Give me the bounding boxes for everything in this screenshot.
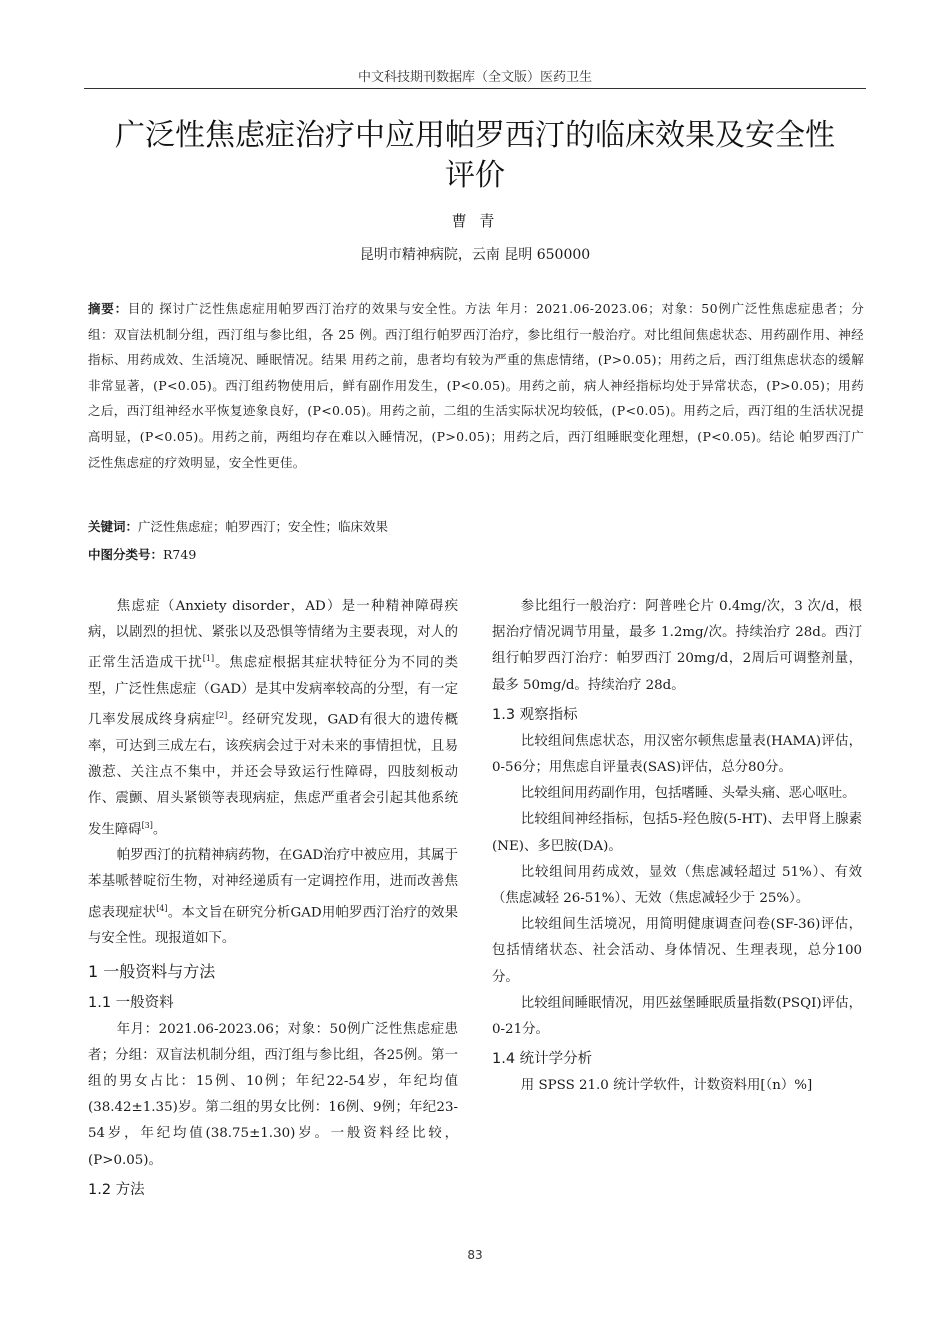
statistics-paragraph: 用 SPSS 21.0 统计学软件，计数资料用[（n）%] (520, 1078, 813, 1094)
abstract-label: 摘要： (88, 301, 128, 316)
abstract (88, 296, 864, 475)
header-rule (84, 88, 866, 89)
subsection-heading-1-3: 1.3 观察指标 (492, 706, 578, 723)
subsection-heading-1-2: 1.2 方法 (88, 1181, 145, 1198)
citation-4: [4] (156, 903, 168, 913)
indicator-side-effects: 比较组间用药副作用，包括嗜睡、头晕头痛、恶心呕吐。 (520, 786, 856, 802)
classification-text: R749 (163, 547, 197, 562)
right-column (492, 594, 862, 1099)
intro-paragraph-2: 帕罗西汀的抗精神病药物，在GAD治疗中被应用，其属于苯基哌替啶衍生物，对神经递质有一定调控作用，进而改善焦虑表现症状[4]。本文旨在研究分析GAD用帕罗西汀治疗的效果与安全性。现报道如下。 (88, 848, 458, 947)
method-paragraph: 参比组行一般治疗：阿普唑仑片 0.4mg/次，3 次/d，根据治疗情况调节用量，最多 1.2mg/次。持续治疗 28d。西汀组行帕罗西汀治疗：帕罗西汀 20mg/d，2周后可调整剂量，最多 50mg/d。持续治疗 28d。 (492, 599, 862, 693)
indicator-anxiety: 比较组间焦虑状态，用汉密尔顿焦虑量表(HAMA)评估，0-56分；用焦虑自评量表(SAS)评估，总分80分。 (492, 733, 862, 776)
general-data-paragraph: 年月：2021.06-2023.06；对象：50例广泛性焦虑症患者；分组：双盲法机制分组，西汀组与参比组，各25例。第一组的男女占比：15例、10例；年纪22-54岁，年纪均值(38.42±1.35)岁。第二组的男女比例：16例、9例；年纪23-54岁，年纪均值(38.75±1.30)岁。一般资料经比较，(P>0.05)。 (88, 1021, 458, 1168)
citation-3: [3] (141, 820, 153, 830)
citation-2: [2] (215, 711, 228, 721)
section-heading-1: 1 一般资料与方法 (88, 961, 216, 981)
indicator-life: 比较组间生活境况，用简明健康调查问卷(SF-36)评估，包括情绪状态、社会活动、身体情况、生理表现，总分100分。 (492, 917, 862, 985)
journal-header: 中文科技期刊数据库（全文版）医药卫生 (357, 70, 592, 85)
subsection-heading-1-1: 1.1 一般资料 (88, 994, 174, 1011)
subsection-heading-1-4: 1.4 统计学分析 (492, 1051, 593, 1068)
author: 曹 青 (451, 212, 499, 230)
page-number: 83 (467, 1248, 483, 1262)
keywords-label: 关键词： (88, 519, 139, 534)
title-line-2: 评价 (445, 158, 505, 193)
citation-1: [1] (202, 654, 215, 664)
keywords (88, 516, 864, 538)
left-column (88, 594, 458, 1204)
abstract-text: 目的 探讨广泛性焦虑症用帕罗西汀治疗的效果与安全性。方法 年月：2021.06-2023.06；对象：50例广泛性焦虑症患者；分组：双盲法机制分组，西汀组与参比组，各 25 例。西汀组行帕罗西汀治疗，参比组行一般治疗。对比组间焦虑状态、用药副作用、神经指标、用药成效、生活境况、睡眠情况。结果 用药之前，患者均有较为严重的焦虑情绪，(P>0.05)；用药之后，西汀组焦虑状态的缓解非常显著，(P<0.05)。西汀组药物使用后，鲜有副作用发生，(P<0.05)。用药之前，病人神经指标均处于异常状态，(P>0.05)；用药之后，西汀组神经水平恢复迹象良好，(P<0.05)。用药之前，二组的生活实际状况均较低，(P<0.05)。用药之后，西汀组的生活状况提高明显，(P<0.05)。用药之前，两组均存在难以入睡情况，(P>0.05)；用药之后，西汀组睡眠变化理想，(P<0.05)。结论 帕罗西汀广泛性焦虑症的疗效明显，安全性更佳。 (88, 301, 864, 470)
indicator-efficacy: 比较组间用药成效，显效（焦虑减轻超过 51%）、有效（焦虑减轻 26-51%）、无效（焦虑减轻少于 25%）。 (492, 864, 862, 907)
keywords-text: 广泛性焦虑症；帕罗西汀；安全性；临床效果 (138, 519, 389, 534)
intro-paragraph-1: 焦虑症（Anxiety disorder，AD）是一种精神障碍疾病，以剧烈的担忧、紧张以及恐惧等情绪为主要表现，对人的正常生活造成干扰[1]。焦虑症根据其症状特征分为不同的类型，广泛性焦虑症（GAD）是其中发病率较高的分型，有一定几率发展成终身病症[2]。经研究发现，GAD有很大的遗传概率，可达到三成左右，该疾病会过于对未来的事情担忧，且易激惹、关注点不集中，并还会导致运行性障碍，四肢刻板动作、震颤、眉头紧锁等表现病症，焦虑严重者会引起其他系统发生障碍[3]。 (88, 599, 459, 838)
indicator-neuro: 比较组间神经指标，包括5-羟色胺(5-HT)、去甲肾上腺素(NE)、多巴胺(DA)。 (492, 812, 862, 854)
indicator-sleep: 比较组间睡眠情况，用匹兹堡睡眠质量指数(PSQI)评估，0-21分。 (492, 995, 862, 1038)
classification (88, 544, 864, 566)
affiliation: 昆明市精神病院，云南 昆明 650000 (359, 247, 591, 263)
classification-label: 中图分类号： (88, 547, 164, 562)
title-line-1: 广泛性焦虑症治疗中应用帕罗西汀的临床效果及安全性 (115, 118, 835, 153)
article-title (84, 116, 866, 196)
